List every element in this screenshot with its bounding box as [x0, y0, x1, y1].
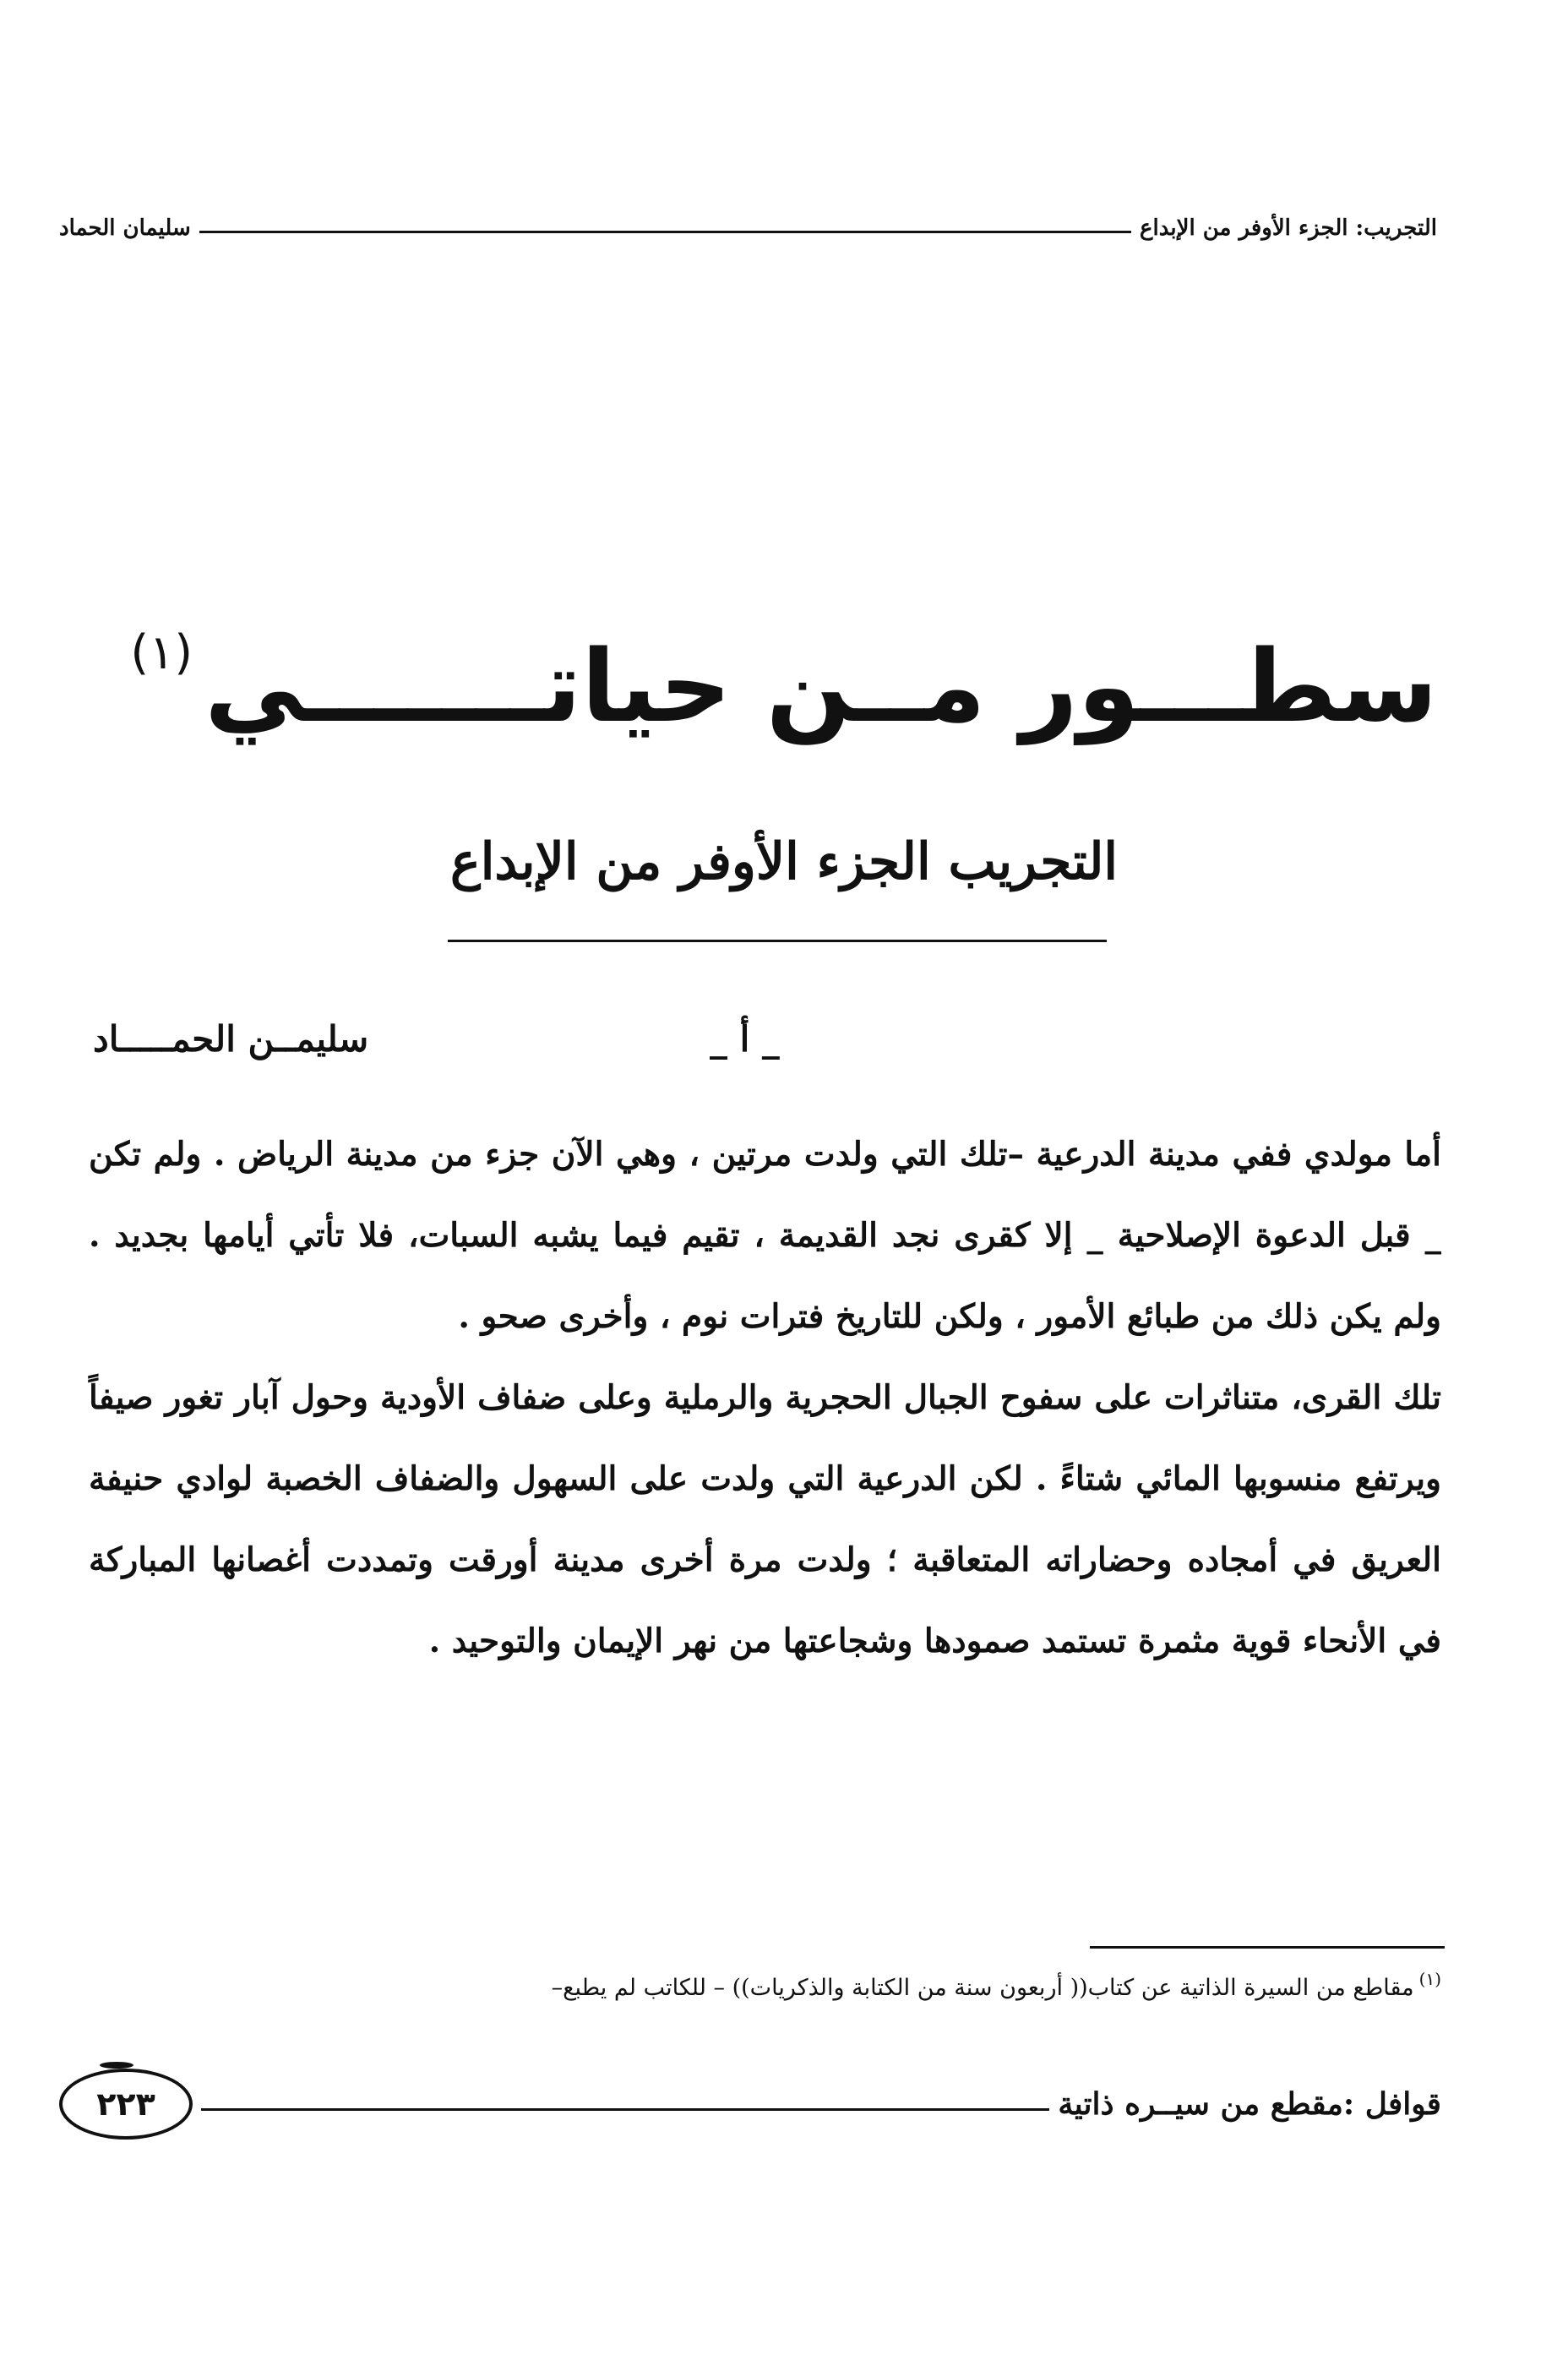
- page-title: [0, 625, 1568, 744]
- body-paragraph-1: أما مولدي ففي مدينة الدرعية –تلك التي ولدت مرتين ، وهي الآن جزء من مدينة الرياض . ولم تكن _ قبل الدعوة الإصلاحية _ إلا كقرى نجد القديمة ، تقيم فيما يشبه السبات، فلا تأتي أيامها بجديد . ولم يكن ذلك من طبائع الأمور ، ولكن للتاريخ فترات نوم ، وأخرى صحو .: [89, 1135, 1441, 1336]
- page-number: ٢٢٣: [96, 2085, 155, 2123]
- header-author: سليمان الحماد: [59, 215, 191, 241]
- header-book-title: التجريب: الجزء الأوفر من الإبداع: [1140, 215, 1437, 241]
- title-text: سطـــور مــن حياتـــــــي: [204, 628, 1438, 744]
- footnote-text: مقاطع من السيرة الذاتية عن كتاب(( أربعون سنة من الكتابة والذكريات)) – للكاتب لم يطبع–: [551, 1975, 1414, 2001]
- section-marker: _ أ _: [710, 1018, 780, 1060]
- section-author: سليمــن الحمـــــاد: [93, 1018, 369, 1060]
- running-footer: [59, 2062, 1441, 2146]
- footnote-marker: (١): [1418, 1969, 1441, 1989]
- footer-rule: [201, 2108, 1049, 2111]
- footnote-rule: [1090, 1946, 1445, 1949]
- section-heading: [0, 1018, 1568, 1077]
- body-text: [89, 1114, 1441, 1682]
- footnote: [89, 1969, 1441, 2001]
- subtitle-underline: [448, 940, 1107, 942]
- page-number-badge: [59, 2069, 193, 2140]
- title-note-marker: (١): [130, 625, 193, 680]
- footer-label: قوافل :مقطع من سيــره ذاتية: [1058, 2086, 1441, 2122]
- page-subtitle: التجريب الجزء الأوفر من الإبداع: [449, 832, 1119, 891]
- header-rule: [199, 231, 1131, 233]
- running-header: [59, 215, 1437, 241]
- body-paragraph-2: تلك القرى، متناثرات على سفوح الجبال الحجرية والرملية وعلى ضفاف الأودية وحول آبار تغور صيفاً ويرتفع منسوبها المائي شتاءً . لكن الدرعية التي ولدت على السهول والضفاف الخصبة لوادي حنيفة العريق في أمجاده وحضاراته المتعاقبة ؛ ولدت مرة أخرى مدينة أورقت وتمددت أغصانها المباركة في الأنحاء قوية مثمرة تستمد صمودها وشجاعتها من نهر الإيمان والتوحيد .: [89, 1378, 1441, 1660]
